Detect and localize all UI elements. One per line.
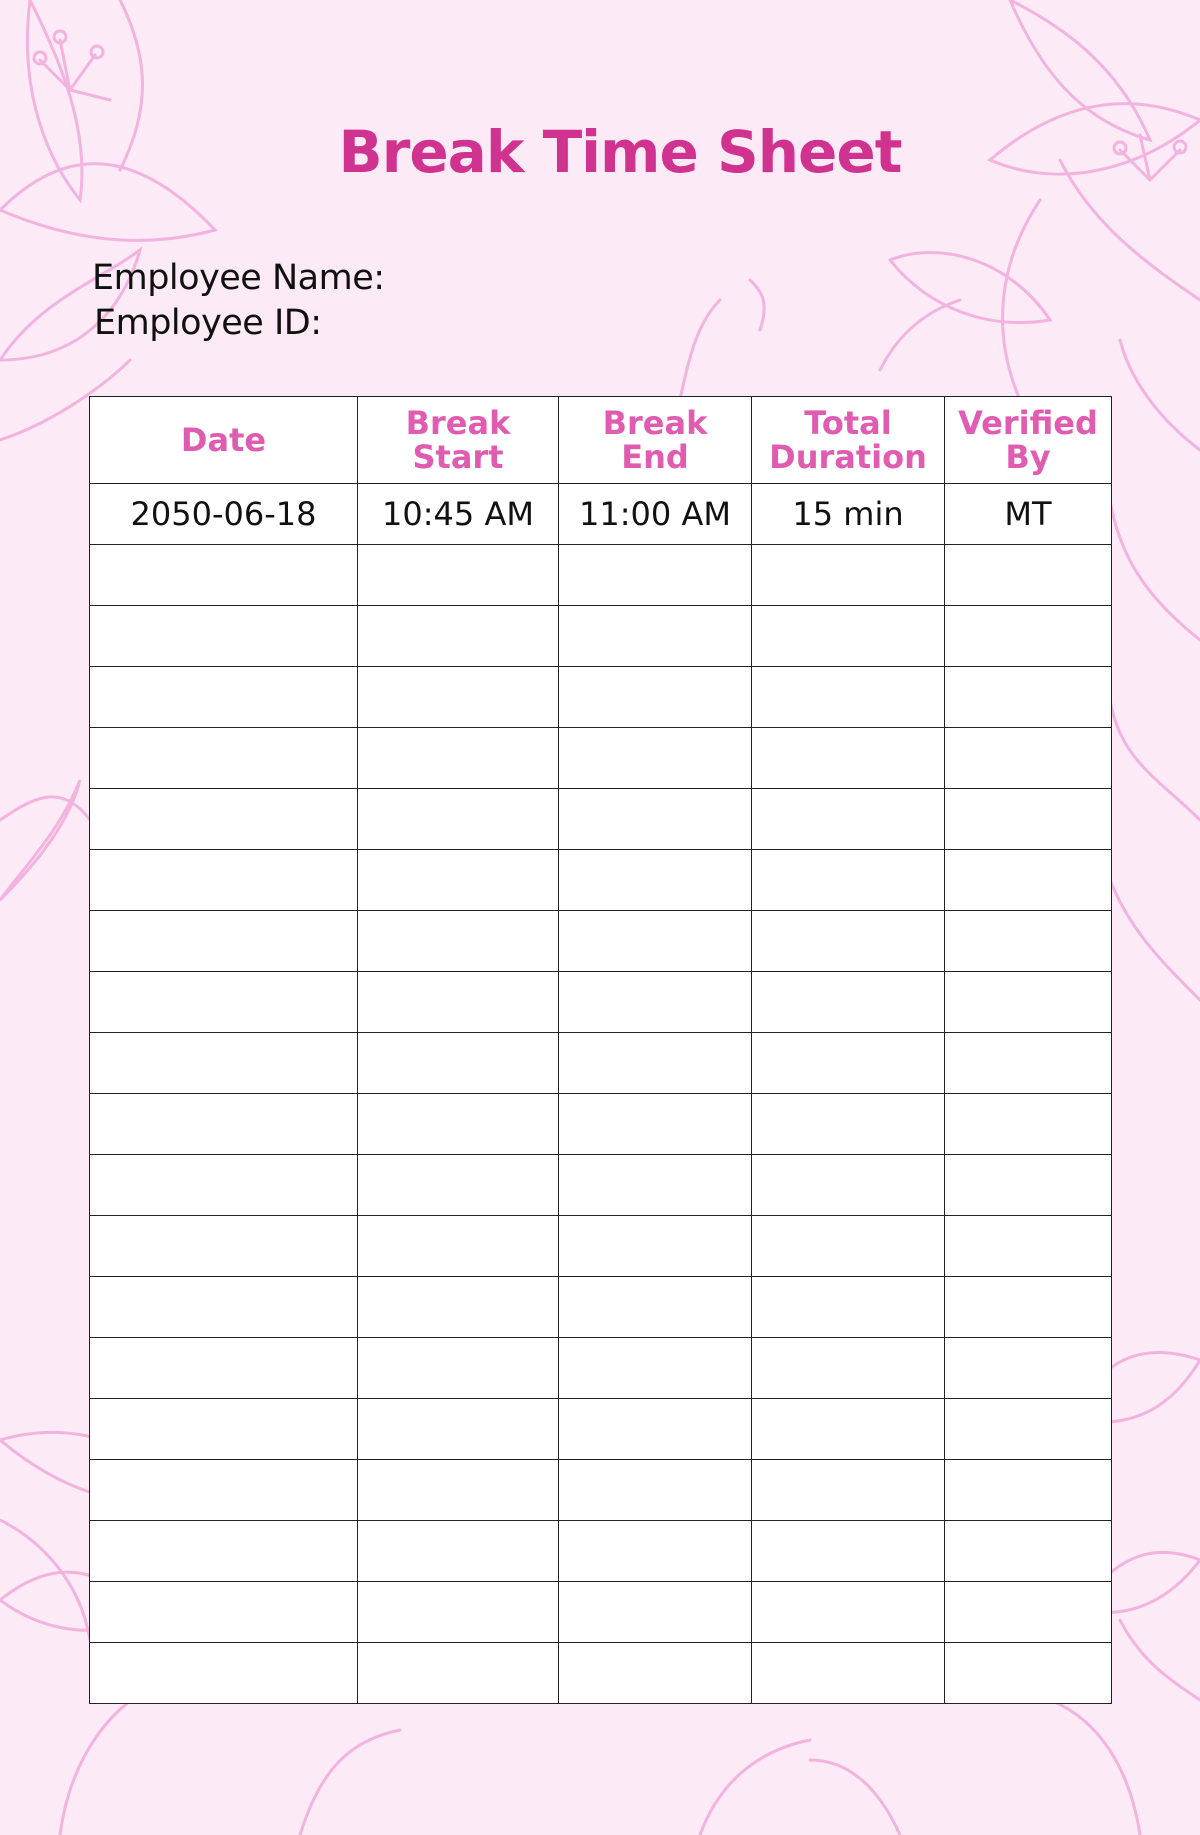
break-start-cell[interactable] <box>358 606 559 667</box>
break-end-cell[interactable] <box>559 1277 752 1338</box>
break-start-cell[interactable] <box>358 545 559 606</box>
break-end-cell[interactable] <box>559 1399 752 1460</box>
total-duration-cell[interactable] <box>752 1216 945 1277</box>
date-cell[interactable] <box>90 1460 358 1521</box>
break-end-cell[interactable] <box>559 1338 752 1399</box>
verified-by-cell[interactable] <box>945 1155 1112 1216</box>
table-body <box>90 484 1112 1704</box>
break-end-cell[interactable]: 11:00 AM <box>559 484 752 545</box>
header-text-line: Start <box>412 438 504 476</box>
verified-by-cell[interactable] <box>945 911 1112 972</box>
date-cell[interactable] <box>90 1643 358 1704</box>
date-cell[interactable]: 2050-06-18 <box>90 484 358 545</box>
table-row <box>90 1582 1112 1643</box>
date-cell[interactable] <box>90 911 358 972</box>
break-start-cell[interactable] <box>358 850 559 911</box>
total-duration-cell[interactable] <box>752 728 945 789</box>
break-start-cell[interactable] <box>358 972 559 1033</box>
date-cell[interactable] <box>90 1033 358 1094</box>
header-break-start <box>358 397 559 484</box>
verified-by-cell[interactable] <box>945 667 1112 728</box>
table-row <box>90 1094 1112 1155</box>
table-row <box>90 1643 1112 1704</box>
date-cell[interactable] <box>90 1338 358 1399</box>
break-start-cell[interactable] <box>358 1521 559 1582</box>
header-text-line: Date <box>180 421 267 459</box>
total-duration-cell[interactable] <box>752 1033 945 1094</box>
header-text-line: Duration <box>769 438 927 476</box>
table-row <box>90 1155 1112 1216</box>
break-start-cell[interactable] <box>358 728 559 789</box>
table-row <box>90 1033 1112 1094</box>
table-row <box>90 667 1112 728</box>
break-start-cell[interactable] <box>358 1643 559 1704</box>
table-row <box>90 1277 1112 1338</box>
total-duration-cell[interactable] <box>752 1460 945 1521</box>
header-text-line: Total <box>804 404 892 442</box>
break-end-cell[interactable] <box>559 1094 752 1155</box>
total-duration-cell[interactable] <box>752 850 945 911</box>
verified-by-cell[interactable] <box>945 1216 1112 1277</box>
date-cell[interactable] <box>90 667 358 728</box>
page-title: Break Time Sheet <box>338 118 902 186</box>
table-row <box>90 606 1112 667</box>
break-start-cell[interactable] <box>358 1582 559 1643</box>
verified-by-cell[interactable] <box>945 972 1112 1033</box>
total-duration-cell[interactable] <box>752 1155 945 1216</box>
verified-by-cell[interactable] <box>945 789 1112 850</box>
date-cell[interactable] <box>90 1155 358 1216</box>
date-cell[interactable] <box>90 545 358 606</box>
table-row <box>90 1338 1112 1399</box>
date-cell[interactable] <box>90 789 358 850</box>
break-end-cell[interactable] <box>559 789 752 850</box>
table-row <box>90 1216 1112 1277</box>
break-start-cell[interactable] <box>358 1094 559 1155</box>
break-start-cell[interactable] <box>358 667 559 728</box>
date-cell[interactable] <box>90 1582 358 1643</box>
break-end-cell[interactable] <box>559 1582 752 1643</box>
break-start-cell[interactable] <box>358 1216 559 1277</box>
verified-by-cell[interactable] <box>945 545 1112 606</box>
header-total-duration <box>752 397 945 484</box>
break-start-cell[interactable]: 10:45 AM <box>358 484 559 545</box>
date-cell[interactable] <box>90 1399 358 1460</box>
date-cell[interactable] <box>90 972 358 1033</box>
total-duration-cell[interactable] <box>752 667 945 728</box>
break-end-cell[interactable] <box>559 606 752 667</box>
total-duration-cell[interactable] <box>752 911 945 972</box>
break-start-cell[interactable] <box>358 789 559 850</box>
header-text-line: Break <box>405 404 511 442</box>
break-end-cell[interactable] <box>559 728 752 789</box>
total-duration-cell[interactable] <box>752 1521 945 1582</box>
table-row <box>90 728 1112 789</box>
header-break-end <box>559 397 752 484</box>
header-text-line: Break <box>602 404 708 442</box>
table-row <box>90 484 1112 545</box>
verified-by-cell[interactable] <box>945 1094 1112 1155</box>
date-cell[interactable] <box>90 728 358 789</box>
table-row <box>90 1460 1112 1521</box>
table-row <box>90 1399 1112 1460</box>
break-end-cell[interactable] <box>559 1460 752 1521</box>
break-start-cell[interactable] <box>358 911 559 972</box>
header-text-line: End <box>621 438 689 476</box>
break-end-cell[interactable] <box>559 1216 752 1277</box>
total-duration-cell[interactable] <box>752 972 945 1033</box>
table-header-row <box>90 397 1112 484</box>
break-time-table <box>89 396 1112 1704</box>
total-duration-cell[interactable] <box>752 1399 945 1460</box>
verified-by-cell[interactable] <box>945 850 1112 911</box>
break-end-cell[interactable] <box>559 1033 752 1094</box>
break-start-cell[interactable] <box>358 1460 559 1521</box>
employee-name-label: Employee Name: <box>92 258 385 298</box>
total-duration-cell[interactable]: 15 min <box>752 484 945 545</box>
verified-by-cell[interactable] <box>945 1460 1112 1521</box>
header-text-line: By <box>1005 438 1051 476</box>
total-duration-cell[interactable] <box>752 1277 945 1338</box>
break-end-cell[interactable] <box>559 1643 752 1704</box>
verified-by-cell[interactable]: MT <box>945 484 1112 545</box>
verified-by-cell[interactable] <box>945 728 1112 789</box>
verified-by-cell[interactable] <box>945 1338 1112 1399</box>
break-end-cell[interactable] <box>559 850 752 911</box>
break-start-cell[interactable] <box>358 1033 559 1094</box>
table-row <box>90 911 1112 972</box>
date-cell[interactable] <box>90 850 358 911</box>
total-duration-cell[interactable] <box>752 1582 945 1643</box>
break-end-cell[interactable] <box>559 972 752 1033</box>
table-row <box>90 1521 1112 1582</box>
header-text-line: Verified <box>958 404 1098 442</box>
break-start-cell[interactable] <box>358 1338 559 1399</box>
total-duration-cell[interactable] <box>752 545 945 606</box>
header-verified-by <box>945 397 1112 484</box>
break-end-cell[interactable] <box>559 667 752 728</box>
verified-by-cell[interactable] <box>945 1582 1112 1643</box>
table-row <box>90 545 1112 606</box>
table-row <box>90 972 1112 1033</box>
break-end-cell[interactable] <box>559 1155 752 1216</box>
break-end-cell[interactable] <box>559 911 752 972</box>
header-date <box>90 397 358 484</box>
break-start-cell[interactable] <box>358 1277 559 1338</box>
total-duration-cell[interactable] <box>752 1643 945 1704</box>
break-start-cell[interactable] <box>358 1155 559 1216</box>
table-row <box>90 789 1112 850</box>
date-cell[interactable] <box>90 1094 358 1155</box>
date-cell[interactable] <box>90 1521 358 1582</box>
date-cell[interactable] <box>90 606 358 667</box>
verified-by-cell[interactable] <box>945 606 1112 667</box>
verified-by-cell[interactable] <box>945 1277 1112 1338</box>
date-cell[interactable] <box>90 1216 358 1277</box>
total-duration-cell[interactable] <box>752 606 945 667</box>
break-start-cell[interactable] <box>358 1399 559 1460</box>
verified-by-cell[interactable] <box>945 1643 1112 1704</box>
total-duration-cell[interactable] <box>752 1094 945 1155</box>
total-duration-cell[interactable] <box>752 789 945 850</box>
table-row <box>90 850 1112 911</box>
break-end-cell[interactable] <box>559 545 752 606</box>
break-end-cell[interactable] <box>559 1521 752 1582</box>
total-duration-cell[interactable] <box>752 1338 945 1399</box>
employee-id-label: Employee ID: <box>94 303 322 343</box>
verified-by-cell[interactable] <box>945 1399 1112 1460</box>
verified-by-cell[interactable] <box>945 1033 1112 1094</box>
verified-by-cell[interactable] <box>945 1521 1112 1582</box>
date-cell[interactable] <box>90 1277 358 1338</box>
